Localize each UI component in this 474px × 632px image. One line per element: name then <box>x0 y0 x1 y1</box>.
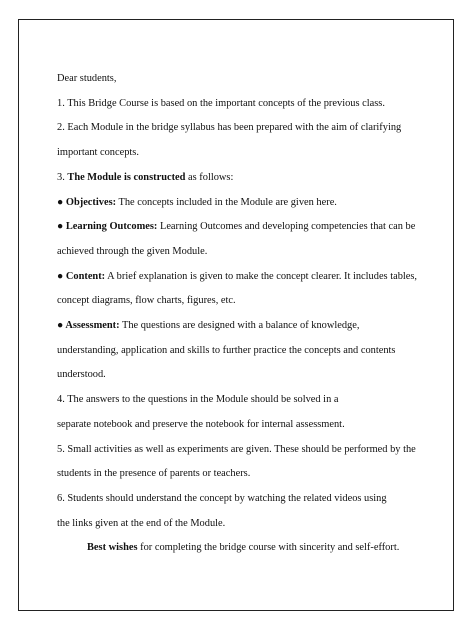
point-2-line-2: important concepts. <box>57 147 139 159</box>
best-wishes-label: Best wishes <box>87 542 138 554</box>
letter-body <box>57 67 427 561</box>
point-4-line-1: 4. The answers to the questions in the Module should be solved in a <box>57 394 339 406</box>
point-5-line-2: students in the presence of parents or teachers. <box>57 468 251 480</box>
closing-text: for completing the bridge course with sincerity and self-effort. <box>137 542 400 554</box>
assessment-text-3: understood. <box>57 369 106 381</box>
assessment-text-2: understanding, application and skills to further practice the concepts and contents <box>57 344 396 356</box>
learning-outcomes-text-1: Learning Outcomes and developing competencies that can be <box>157 221 416 233</box>
content-item <box>57 265 427 290</box>
objectives-text: The concepts included in the Module are given here. <box>116 196 337 208</box>
closing-line <box>57 536 427 561</box>
point-6-line-1: 6. Students should understand the concept by watching the related videos using <box>57 492 387 504</box>
point-3-prefix: 3. <box>57 171 68 183</box>
point-4-line-2: separate notebook and preserve the notebook for internal assessment. <box>57 418 345 430</box>
assessment-text-1: The questions are designed with a balance of knowledge, <box>119 320 360 332</box>
objectives-label: Objectives: <box>65 196 117 208</box>
content-text-2: concept diagrams, flow charts, figures, etc. <box>57 295 236 307</box>
point-1: 1. This Bridge Course is based on the important concepts of the previous class. <box>57 97 385 109</box>
bullet-icon: ● <box>57 221 66 233</box>
learning-outcomes-text-2: achieved through the given Module. <box>57 245 208 257</box>
bullet-icon: ● <box>57 270 66 282</box>
point-3 <box>57 166 427 191</box>
objectives-item <box>57 191 427 216</box>
assessment-label: Assessment: <box>65 320 120 332</box>
module-constructed-heading: The Module is constructed <box>67 171 186 183</box>
salutation: Dear students, <box>57 73 117 84</box>
bullet-icon: ● <box>57 196 66 208</box>
bullet-icon: ● <box>57 320 66 332</box>
point-6-line-2: the links given at the end of the Module. <box>57 517 226 529</box>
assessment-item <box>57 314 427 339</box>
learning-outcomes-item <box>57 215 427 240</box>
content-text-1: A brief explanation is given to make the concept clearer. It includes tables, <box>105 270 418 282</box>
point-5-line-1: 5. Small activities as well as experiments are given. These should be performed by the <box>57 443 416 455</box>
point-3-rest: as follows: <box>185 171 234 183</box>
learning-outcomes-label: Learning Outcomes: <box>65 221 158 233</box>
point-2-line-1: 2. Each Module in the bridge syllabus has been prepared with the aim of clarifying <box>57 122 402 134</box>
content-label: Content: <box>65 270 106 282</box>
